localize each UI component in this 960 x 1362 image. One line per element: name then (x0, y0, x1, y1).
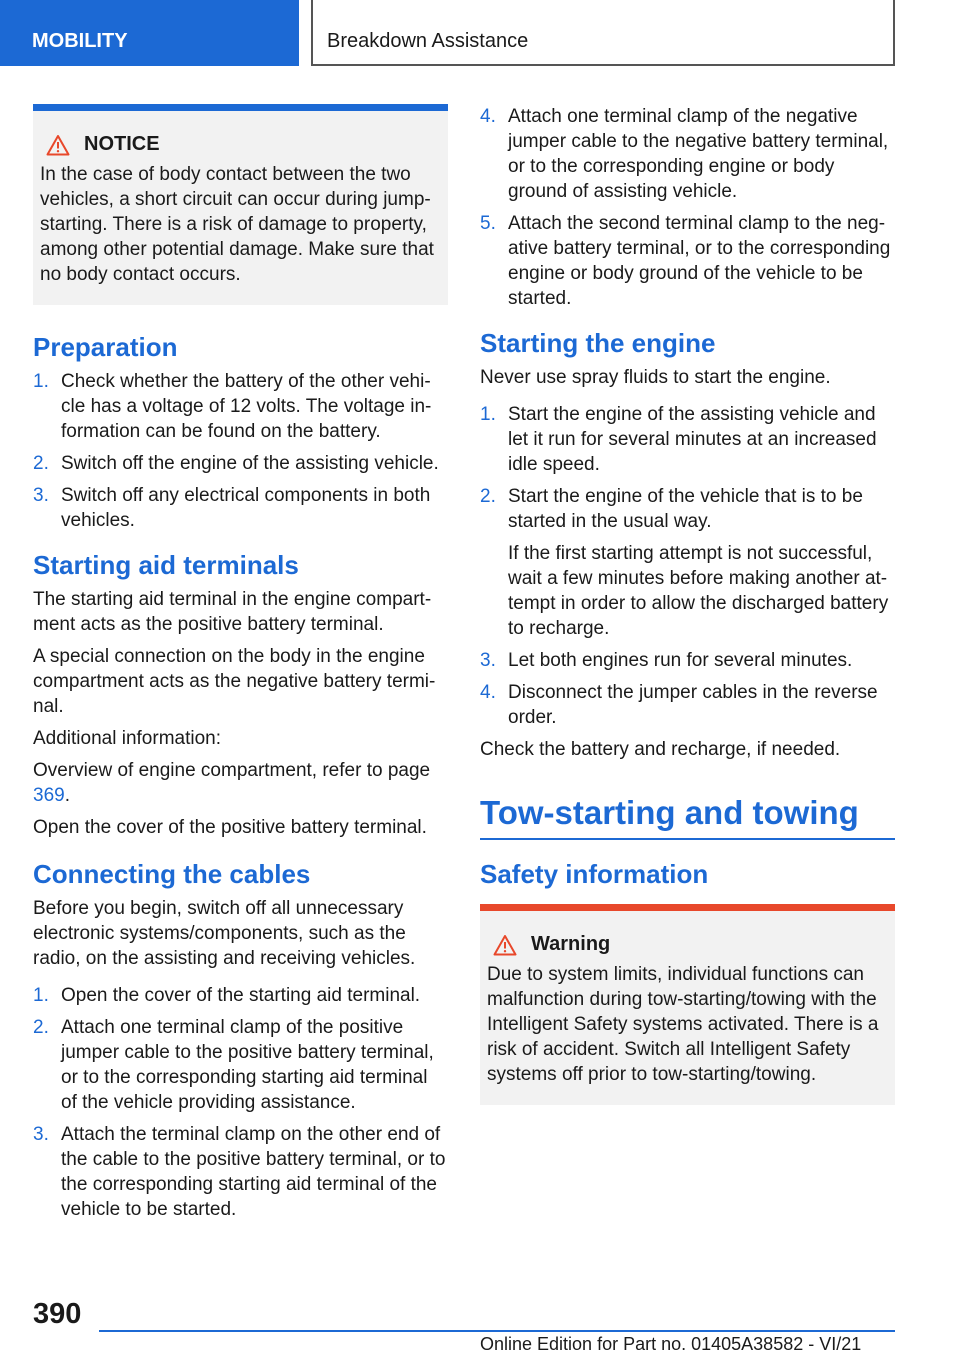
step-number: 3. (33, 1124, 49, 1145)
right-column (480, 104, 895, 1131)
heading-safety-information: Safety information (480, 859, 709, 889)
list-item (480, 484, 895, 534)
paragraph-reference (33, 758, 448, 808)
paragraph: A special connection on the body in the engine compartment acts as the negative battery termi-nal. (33, 646, 436, 717)
heading-connecting-cables: Connecting the cables (33, 859, 311, 889)
heading-preparation: Preparation (33, 332, 178, 362)
notice-body: In the case of body contact between the two vehicles, a short circuit can occur during jump-starting. There is a risk of damage to property, among other potential damage. Make sure that no body contact occurs. (40, 164, 434, 285)
step-number: 2. (33, 453, 49, 474)
step-text: Attach one terminal clamp of the negative jumper cable to the negative battery terminal, or to the corresponding engine or body ground of assisting vehicle. (508, 106, 889, 202)
notice-box (33, 104, 448, 305)
preparation-steps (33, 369, 448, 533)
step-text: Check whether the battery of the other vehi-cle has a voltage of 12 volts. The voltage in-formation can be found on the battery. (61, 371, 432, 442)
reference-end: . (64, 785, 70, 806)
starting-steps-b (480, 648, 895, 730)
list-item (33, 983, 448, 1008)
step-text: Switch off the engine of the assisting vehicle. (61, 453, 439, 474)
paragraph: Open the cover of the positive battery terminal. (33, 817, 427, 838)
step-number: 2. (480, 486, 496, 507)
starting-steps (480, 402, 895, 534)
list-item (33, 1122, 448, 1222)
step-number: 4. (480, 682, 496, 703)
list-item (33, 1015, 448, 1115)
list-item (480, 402, 895, 477)
left-column (33, 104, 448, 1230)
connecting-steps-continued (480, 104, 895, 311)
step-number: 1. (33, 985, 49, 1006)
notice-header (40, 133, 441, 156)
step-number: 5. (480, 213, 496, 234)
footer-divider (99, 1330, 895, 1332)
step-number: 1. (33, 371, 49, 392)
warning-header (487, 933, 888, 956)
step-subparagraph: If the first starting attempt is not successful, wait a few minutes before making another at-tempt in order to allow the discharged battery to recharge. (508, 543, 889, 639)
paragraph: The starting aid terminal in the engine compart-ment acts as the positive battery terminal. (33, 589, 432, 635)
step-number: 1. (480, 404, 496, 425)
paragraph: Never use spray fluids to start the engine. (480, 367, 831, 388)
step-number: 3. (480, 650, 496, 671)
list-item (33, 483, 448, 533)
list-item (480, 648, 895, 673)
warning-title: Warning (531, 933, 611, 955)
step-text: Attach the terminal clamp on the other end of the cable to the positive battery terminal, or to the corresponding starting aid terminal of the vehicle to be started. (61, 1124, 446, 1220)
step-text: Let both engines run for several minutes. (508, 650, 853, 671)
warning-triangle-icon (493, 934, 517, 956)
footer-edition: Online Edition for Part no. 01405A38582 - VI/21 (480, 1334, 862, 1354)
step-text: Open the cover of the starting aid terminal. (61, 985, 421, 1006)
notice-title: NOTICE (84, 133, 160, 155)
section-header (311, 0, 895, 66)
page-number: 390 (33, 1298, 82, 1330)
step-number: 2. (33, 1017, 49, 1038)
list-item (480, 211, 895, 311)
warning-box (480, 904, 895, 1105)
step-number: 3. (33, 485, 49, 506)
section-title: Breakdown Assistance (327, 30, 529, 52)
heading-tow-starting: Tow-starting and towing (480, 792, 895, 840)
page-link[interactable]: 369 (33, 785, 65, 806)
list-item (33, 369, 448, 444)
reference-text: Overview of engine compartment, refer to page (33, 760, 431, 781)
list-item (480, 104, 895, 204)
paragraph: Before you begin, switch off all unnecessary electronic systems/components, such as the radio, on the assisting and receiving vehicles. (33, 898, 416, 969)
step-text: Attach one terminal clamp of the positive jumper cable to the positive battery terminal, or to the corresponding starting aid terminal of the vehicle providing assistance. (61, 1017, 434, 1113)
paragraph: Additional information: (33, 728, 221, 749)
chapter-tab (0, 0, 299, 66)
heading-starting-aid-terminals: Starting aid terminals (33, 550, 299, 580)
list-item (33, 451, 448, 476)
connecting-steps (33, 983, 448, 1222)
list-item (480, 680, 895, 730)
step-number: 4. (480, 106, 496, 127)
warning-triangle-icon (46, 134, 70, 156)
step-text: Attach the second terminal clamp to the neg-ative battery terminal, or to the corresponding engine or body ground of the vehicle to be started. (508, 213, 891, 309)
step-text: Switch off any electrical components in both vehicles. (61, 485, 431, 531)
step-text: Start the engine of the vehicle that is to be started in the usual way. (508, 486, 863, 532)
chapter-title: MOBILITY (32, 30, 128, 52)
heading-starting-engine: Starting the engine (480, 328, 716, 358)
paragraph: Check the battery and recharge, if needed. (480, 739, 841, 760)
warning-body: Due to system limits, individual functions can malfunction during tow-starting/towing with the Intelligent Safety systems activated. There is a risk of accident. Switch all Intelligent Safety systems off prior to tow-starting/towing. (487, 964, 879, 1085)
step-text: Start the engine of the assisting vehicle and let it run for several minutes at an increased idle speed. (508, 404, 877, 475)
step-text: Disconnect the jumper cables in the reverse order. (508, 682, 878, 728)
